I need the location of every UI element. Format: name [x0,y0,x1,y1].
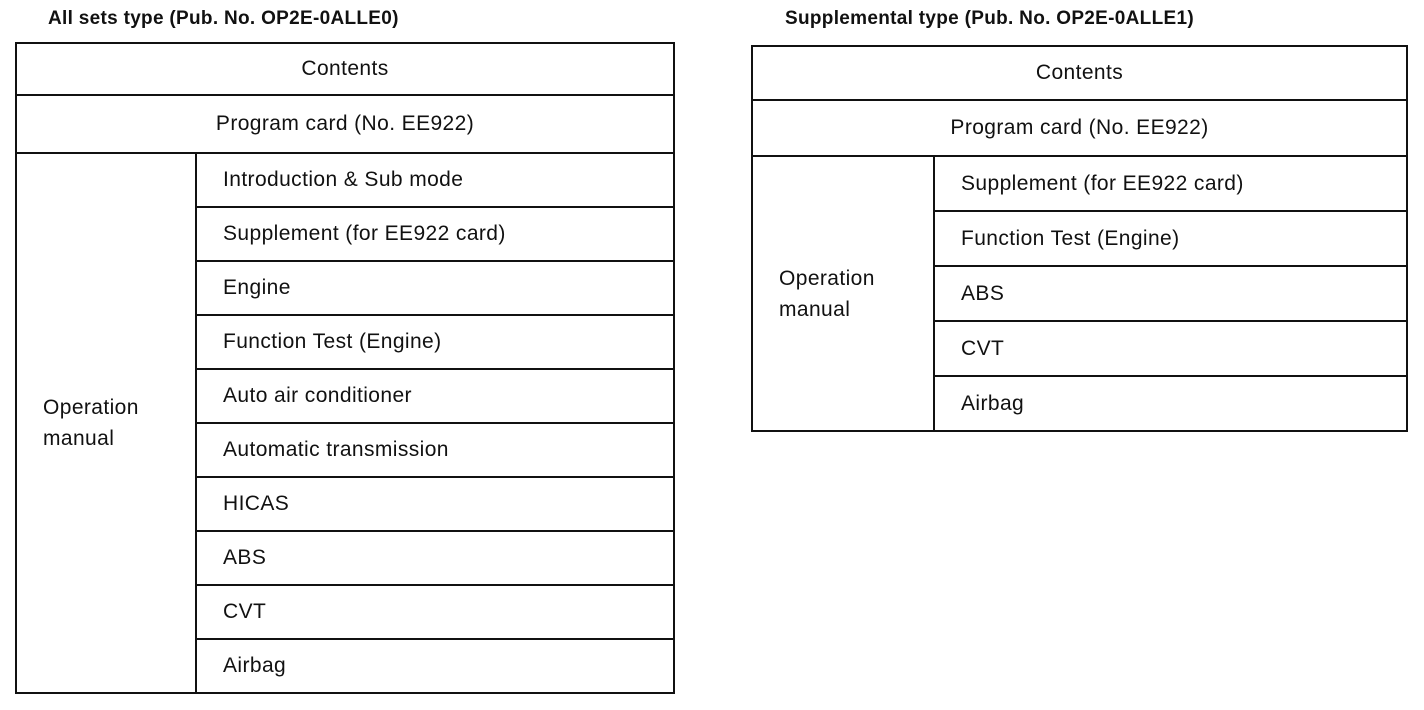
manual-item: Automatic transmission [196,423,674,477]
contents-header: Contents [16,43,674,95]
program-card-cell: Program card (No. EE922) [16,95,674,153]
manual-item: Airbag [196,639,674,693]
manual-item: Function Test (Engine) [196,315,674,369]
manual-item: CVT [196,585,674,639]
manual-item: Auto air conditioner [196,369,674,423]
supplemental-type-title: Supplemental type (Pub. No. OP2E-0ALLE1) [785,8,1194,29]
manual-item: Introduction & Sub mode [196,153,674,207]
manual-item: Airbag [934,376,1407,431]
all-sets-type-title: All sets type (Pub. No. OP2E-0ALLE0) [48,8,399,29]
manual-item: Supplement (for EE922 card) [934,156,1407,211]
manual-item: HICAS [196,477,674,531]
program-card-cell: Program card (No. EE922) [752,100,1407,156]
operation-manual-label: Operation manual [16,153,196,693]
operation-manual-label: Operation manual [752,156,934,431]
manual-item: Function Test (Engine) [934,211,1407,266]
manual-item: ABS [934,266,1407,321]
manual-item: ABS [196,531,674,585]
all-sets-contents-table [15,42,675,694]
supplemental-contents-table [751,45,1408,432]
manual-item: Engine [196,261,674,315]
manual-item: CVT [934,321,1407,376]
manual-item: Supplement (for EE922 card) [196,207,674,261]
contents-header: Contents [752,46,1407,100]
